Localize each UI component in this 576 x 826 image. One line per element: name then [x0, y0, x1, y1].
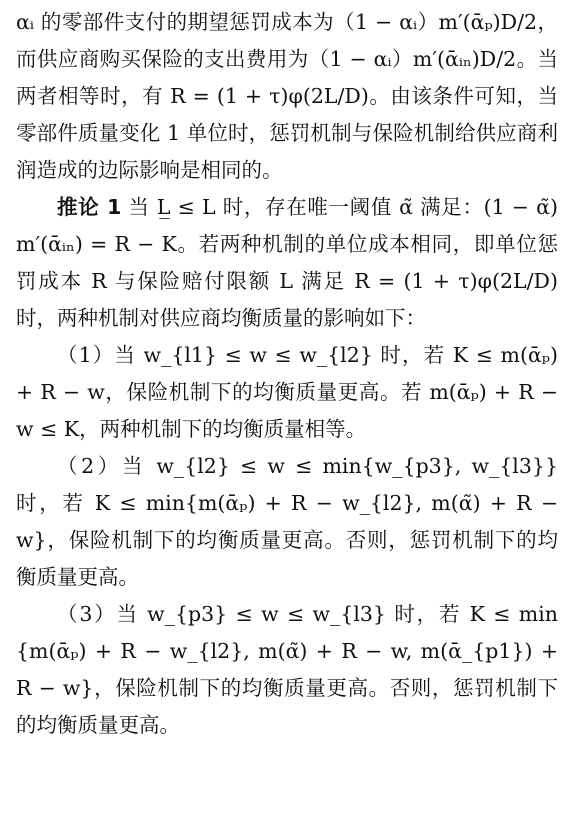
- paragraph-corollary-1: [16, 189, 558, 337]
- corollary-label: 推论 1: [57, 195, 122, 219]
- paragraph-text: （1）当 w_{l1} ≤ w ≤ w_{l2} 时，若 K ≤ m(ᾱₚ) + R − w，保险机制下的均衡质量更高。若 m(ᾱₚ) + R − w ≤ K，两种机制下的均衡质量相等。: [16, 343, 558, 441]
- paragraph-text: 当 L̲ ≤ L 时，存在唯一阈值 α̃ 满足：(1 − α̃)m′(ᾱᵢₙ) = R − K。若两种机制的单位成本相同，即单位惩罚成本 R 与保险赔付限额 L 满足 R = (1 + τ)φ(2L/D) 时，两种机制对供应商均衡质量的影响如下：: [16, 195, 558, 330]
- paragraph-text: （3）当 w_{p3} ≤ w ≤ w_{l3} 时，若 K ≤ min{m(ᾱₚ) + R − w_{l2}, m(α̃) + R − w, m(ᾱ_{p1}) + R − w}，保险机制下的均衡质量更高。否则，惩罚机制下的均衡质量更高。: [16, 602, 558, 737]
- paragraph-case-1: [16, 337, 558, 448]
- paragraph-case-3: [16, 596, 558, 744]
- paragraph-cost-equivalence: [16, 4, 558, 189]
- paragraph-case-2: [16, 448, 558, 596]
- paragraph-text: （2）当 w_{l2} ≤ w ≤ min{w_{p3}, w_{l3}} 时，若 K ≤ min{m(ᾱₚ) + R − w_{l2}, m(α̃) + R − w}，保险机制下的均衡质量更高。否则，惩罚机制下的均衡质量更高。: [16, 454, 558, 589]
- paragraph-text: αᵢ 的零部件支付的期望惩罚成本为（1 − αᵢ）m′(ᾱₚ)D/2，而供应商购买保险的支出费用为（1 − αᵢ）m′(ᾱᵢₙ)D/2。当两者相等时，有 R = (1 + τ)φ(2L/D)。由该条件可知，当零部件质量变化 1 单位时，惩罚机制与保险机制给供应商利润造成的边际影响是相同的。: [16, 10, 558, 182]
